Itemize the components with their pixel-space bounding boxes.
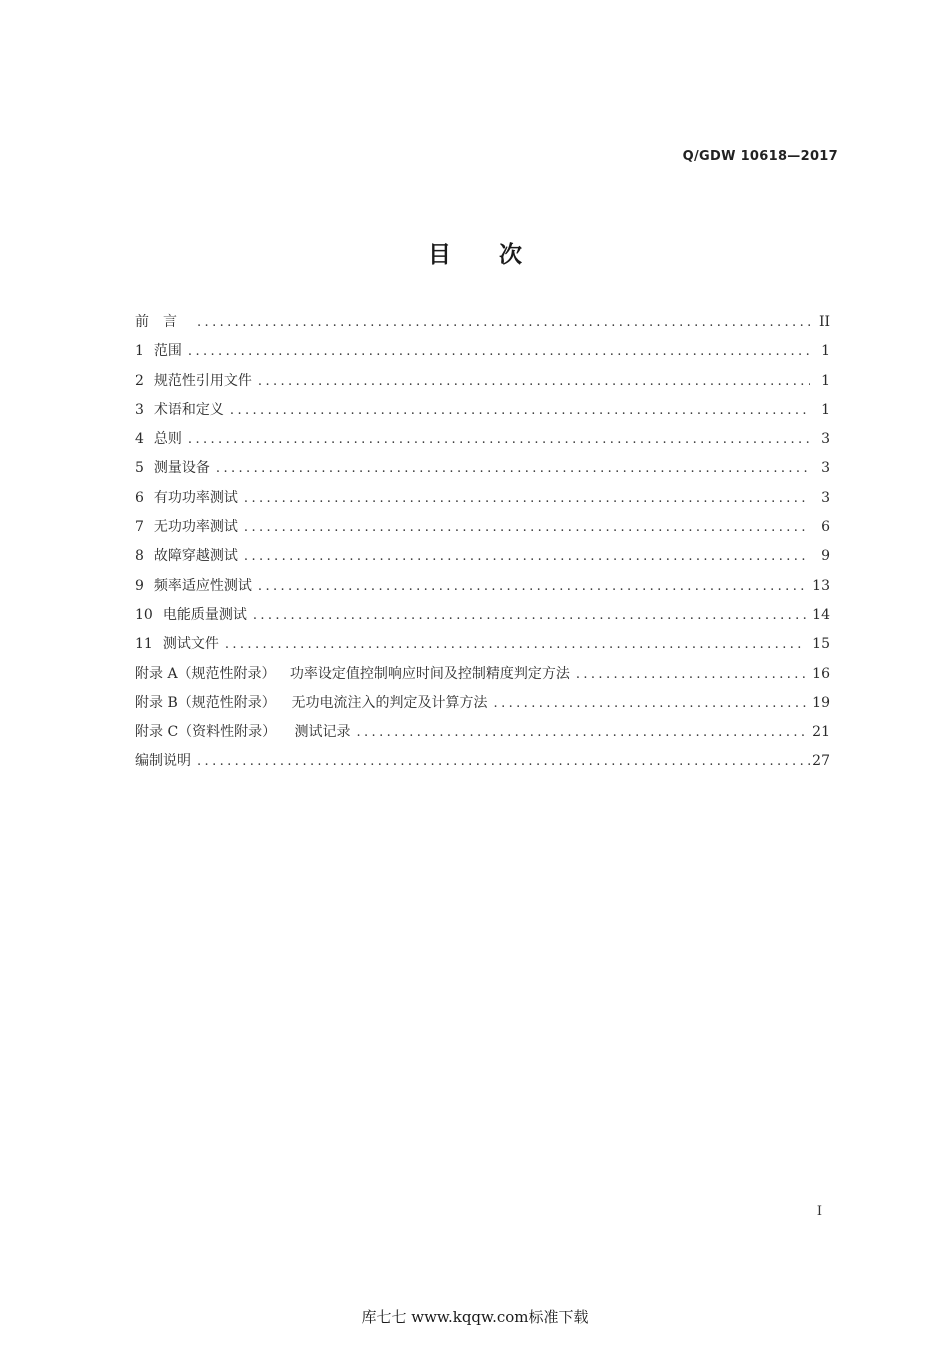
toc-entry-8[interactable] <box>135 542 830 571</box>
toc-appendix-number: 附录 A（规范性附录） <box>135 665 276 682</box>
toc-entry-label: 无功功率测试 <box>153 519 238 536</box>
toc-entry-number: 1 <box>135 343 144 360</box>
toc-entry-9[interactable] <box>135 572 830 601</box>
toc-entry-appendix-b[interactable] <box>135 689 830 718</box>
toc-leader-dots <box>216 454 810 483</box>
toc-title-char-2: 次 <box>499 242 522 268</box>
toc-entry-label: 总则 <box>153 431 182 448</box>
toc-entry-label: 术语和定义 <box>153 401 224 418</box>
toc-entry-page: 13 <box>812 577 830 594</box>
toc-entry-number: 8 <box>135 548 144 565</box>
toc-entry-label: 前言 <box>135 314 191 330</box>
toc-leader-dots <box>576 660 806 689</box>
toc-entry-compilation-notes[interactable] <box>135 747 830 776</box>
toc-entry-page: 3 <box>821 431 830 448</box>
toc-leader-dots <box>244 542 810 571</box>
toc-leader-dots <box>188 337 810 366</box>
toc-entry-page: 1 <box>821 372 830 389</box>
toc-entry-label: 测量设备 <box>153 460 210 477</box>
toc-leader-dots <box>197 747 812 776</box>
toc-entry-foreword[interactable] <box>135 308 830 337</box>
toc-entry-2[interactable] <box>135 367 830 396</box>
toc-appendix-number: 附录 C（资料性附录） <box>135 724 277 741</box>
toc-entry-number: 2 <box>135 372 144 389</box>
toc-entry-page: 9 <box>821 548 830 565</box>
toc-entry-11[interactable] <box>135 630 830 659</box>
toc-entry-page: 6 <box>821 519 830 536</box>
toc-entry-label: 无功电流注入的判定及计算方法 <box>291 694 488 711</box>
toc-leader-dots <box>253 601 806 630</box>
toc-entry-label: 测试记录 <box>294 724 351 741</box>
toc-entry-label: 测试文件 <box>162 636 219 653</box>
toc-entry-page: 1 <box>821 343 830 360</box>
toc-entry-label: 范围 <box>153 343 182 360</box>
toc-entry-label: 编制说明 <box>135 753 191 770</box>
toc-entry-label: 功率设定值控制响应时间及控制精度判定方法 <box>289 665 570 682</box>
toc-entry-page: 16 <box>812 665 830 682</box>
toc-entry-number: 6 <box>135 489 144 506</box>
toc-entry-1[interactable] <box>135 337 830 366</box>
toc-entry-label: 频率适应性测试 <box>153 577 252 594</box>
toc-entry-appendix-c[interactable] <box>135 718 830 747</box>
toc-entry-page: 3 <box>821 489 830 506</box>
toc-leader-dots <box>225 630 806 659</box>
toc-entry-number: 3 <box>135 401 144 418</box>
footer-watermark-text: 库七七 www.kqqw.com标准下载 <box>361 1308 589 1326</box>
toc-entry-appendix-a[interactable] <box>135 660 830 689</box>
toc-entry-number: 4 <box>135 431 144 448</box>
toc-entry-page: 14 <box>812 606 830 623</box>
toc-title-char-1: 目 <box>428 242 451 268</box>
toc-entry-page: 15 <box>812 636 830 653</box>
toc-entry-page: 21 <box>812 724 830 741</box>
toc-leader-dots <box>494 689 807 718</box>
toc-leader-dots <box>258 367 810 396</box>
toc-entry-number: 11 <box>135 636 153 653</box>
toc-entry-number: 9 <box>135 577 144 594</box>
toc-entry-page: 27 <box>812 753 830 770</box>
toc-leader-dots <box>258 572 806 601</box>
toc-appendix-number: 附录 B（规范性附录） <box>135 694 276 711</box>
toc-leader-dots <box>230 396 810 425</box>
toc-entry-label: 故障穿越测试 <box>153 548 238 565</box>
toc-entry-number: 10 <box>135 606 153 623</box>
page-number: I <box>816 1204 822 1219</box>
toc-leader-dots <box>356 718 806 747</box>
toc-title <box>0 236 950 269</box>
toc-entry-number: 5 <box>135 460 144 477</box>
toc-entry-6[interactable] <box>135 484 830 513</box>
toc-entry-10[interactable] <box>135 601 830 630</box>
toc-entry-page: 19 <box>812 694 830 711</box>
table-of-contents <box>135 308 830 777</box>
toc-entry-page: 3 <box>821 460 830 477</box>
toc-leader-dots <box>244 484 810 513</box>
toc-entry-4[interactable] <box>135 425 830 454</box>
toc-entry-label: 电能质量测试 <box>162 606 247 623</box>
toc-entry-5[interactable] <box>135 454 830 483</box>
toc-entry-7[interactable] <box>135 513 830 542</box>
toc-entry-number: 7 <box>135 519 144 536</box>
toc-entry-page: II <box>818 314 830 330</box>
toc-entry-label: 规范性引用文件 <box>153 372 252 389</box>
toc-entry-label: 有功功率测试 <box>153 489 238 506</box>
toc-entry-3[interactable] <box>135 396 830 425</box>
toc-leader-dots <box>188 425 810 454</box>
toc-entry-page: 1 <box>821 401 830 418</box>
document-code: Q/GDW 10618—2017 <box>682 149 838 164</box>
toc-leader-dots <box>197 308 810 337</box>
toc-leader-dots <box>244 513 810 542</box>
